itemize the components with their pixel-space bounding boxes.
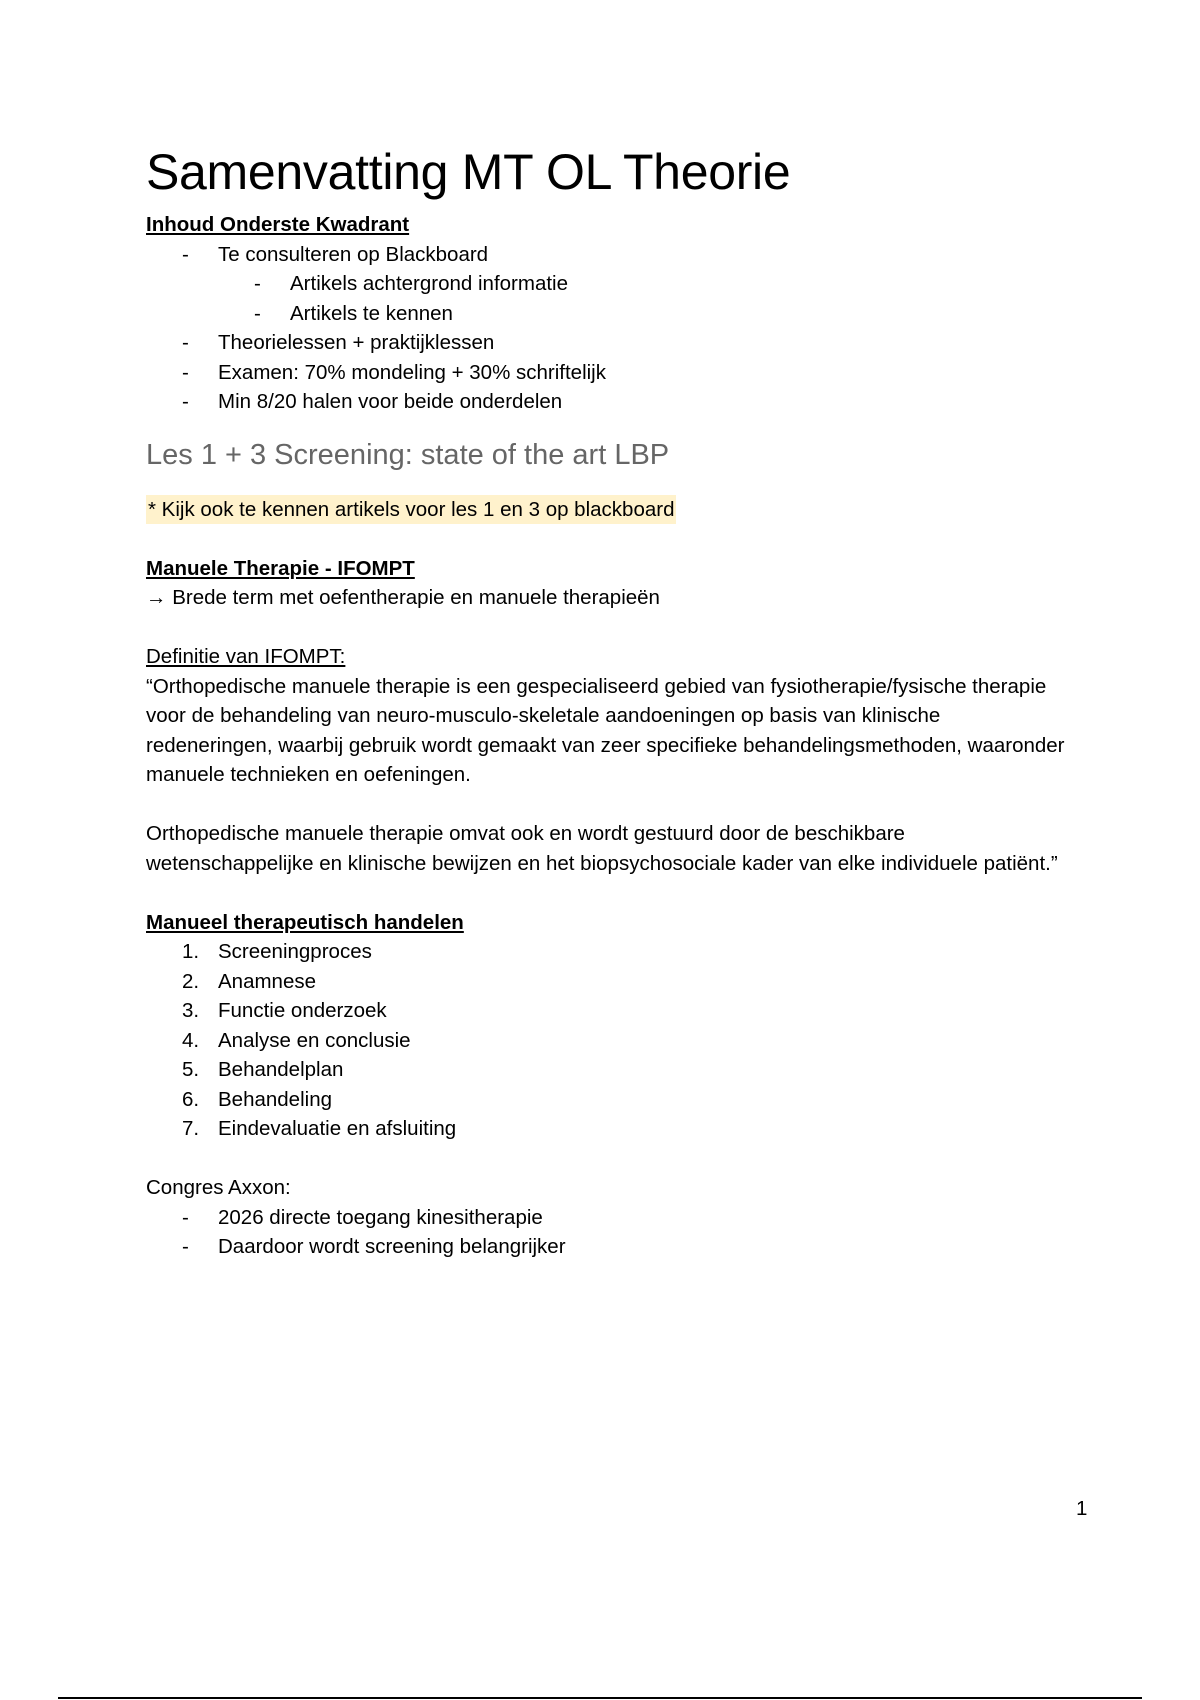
dash-marker: - (182, 331, 189, 354)
inhoud-heading: Inhoud Onderste Kwadrant (146, 213, 410, 236)
inhoud-item-text: Min 8/20 halen voor beide onderdelen (218, 390, 563, 413)
step-number: 5. (182, 1058, 200, 1081)
inhoud-list (146, 240, 1066, 417)
congres-label: Congres Axxon: (146, 1176, 291, 1199)
step-number: 2. (182, 969, 200, 993)
les-subtitle: Les 1 + 3 Screening: state of the art LBP (146, 438, 670, 471)
dash-marker: - (254, 301, 261, 325)
handelen-steps-list (146, 937, 1066, 1144)
step-text: Screeningproces (218, 940, 372, 963)
inhoud-item (146, 387, 1066, 417)
dash-marker: - (182, 1235, 189, 1258)
definitie-label: Definitie van IFOMPT: (146, 645, 346, 668)
spacer (146, 790, 1066, 820)
step-text: Functie onderzoek (218, 999, 387, 1022)
dash-marker: - (182, 390, 189, 413)
inhoud-subitem (218, 269, 1066, 299)
page-divider (58, 1697, 1142, 1699)
handelen-heading: Manueel therapeutisch handelen (146, 910, 464, 934)
step-text: Analyse en conclusie (218, 1028, 411, 1052)
inhoud-item-text: Theorielessen + praktijklessen (218, 331, 495, 354)
dash-marker: - (182, 360, 189, 384)
highlight-note: * Kijk ook te kennen artikels voor les 1 en 3 op blackboard (146, 495, 676, 525)
inhoud-subitem-text: Artikels achtergrond informatie (290, 272, 569, 295)
inhoud-sublist (218, 269, 1066, 328)
handelen-step (146, 937, 1066, 967)
spacer (146, 1144, 1066, 1174)
manuele-therapie-heading: Manuele Therapie - IFOMPT (146, 556, 415, 580)
congres-item-text: Daardoor wordt screening belangrijker (218, 1235, 566, 1258)
dash-marker: - (182, 1205, 189, 1229)
step-number: 4. (182, 1028, 200, 1052)
spacer (146, 613, 1066, 643)
manuele-therapie-line: → Brede term met oefentherapie en manuele therapieën (146, 586, 660, 609)
inhoud-subitem (218, 299, 1066, 329)
spacer (146, 878, 1066, 908)
step-text: Anamnese (218, 969, 317, 993)
step-text: Behandelplan (218, 1058, 344, 1081)
step-number: 6. (182, 1087, 200, 1111)
dash-marker: - (182, 242, 189, 266)
inhoud-item-text: Te consulteren op Blackboard (218, 242, 489, 266)
step-number: 1. (182, 940, 200, 963)
congres-item (146, 1203, 1066, 1233)
inhoud-item (146, 328, 1066, 358)
page-number: 1 (1076, 1497, 1088, 1520)
inhoud-item (146, 358, 1066, 388)
dash-marker: - (254, 272, 261, 295)
step-text: Eindevaluatie en afsluiting (218, 1117, 457, 1140)
handelen-step (146, 1085, 1066, 1115)
handelen-step (146, 967, 1066, 997)
step-text: Behandeling (218, 1087, 332, 1111)
highlight-note-line (146, 495, 1066, 525)
inhoud-item-text: Examen: 70% mondeling + 30% schriftelijk (218, 360, 606, 384)
handelen-step (146, 1055, 1066, 1085)
congres-item (146, 1232, 1066, 1262)
congres-item-text: 2026 directe toegang kinesitherapie (218, 1205, 543, 1229)
step-number: 3. (182, 999, 200, 1022)
congres-list (146, 1203, 1066, 1262)
spacer (146, 524, 1066, 554)
handelen-step (146, 1114, 1066, 1144)
definitie-paragraph-2: Orthopedische manuele therapie omvat ook en wordt gestuurd door de beschikbare wetenschappelijke en klinische bewijzen en het biopsychosociale kader van elke individuele patiënt.” (146, 822, 1058, 875)
step-number: 7. (182, 1117, 200, 1140)
handelen-step (146, 996, 1066, 1026)
document-title: Samenvatting MT OL Theorie (146, 144, 791, 200)
definitie-paragraph-1: “Orthopedische manuele therapie is een gespecialiseerd gebied van fysiotherapie/fysische therapie voor de behandeling van neuro-musculo-skeletale aandoeningen op basis van klinische redeneringen, waarbij gebruik wordt gemaakt van zeer specifieke behandelingsmethoden, waaronder manuele technieken en oefeningen. (146, 674, 1065, 786)
document-page (146, 142, 1066, 1262)
inhoud-item-blackboard (146, 240, 1066, 329)
handelen-step (146, 1026, 1066, 1056)
inhoud-subitem-text: Artikels te kennen (290, 301, 453, 325)
